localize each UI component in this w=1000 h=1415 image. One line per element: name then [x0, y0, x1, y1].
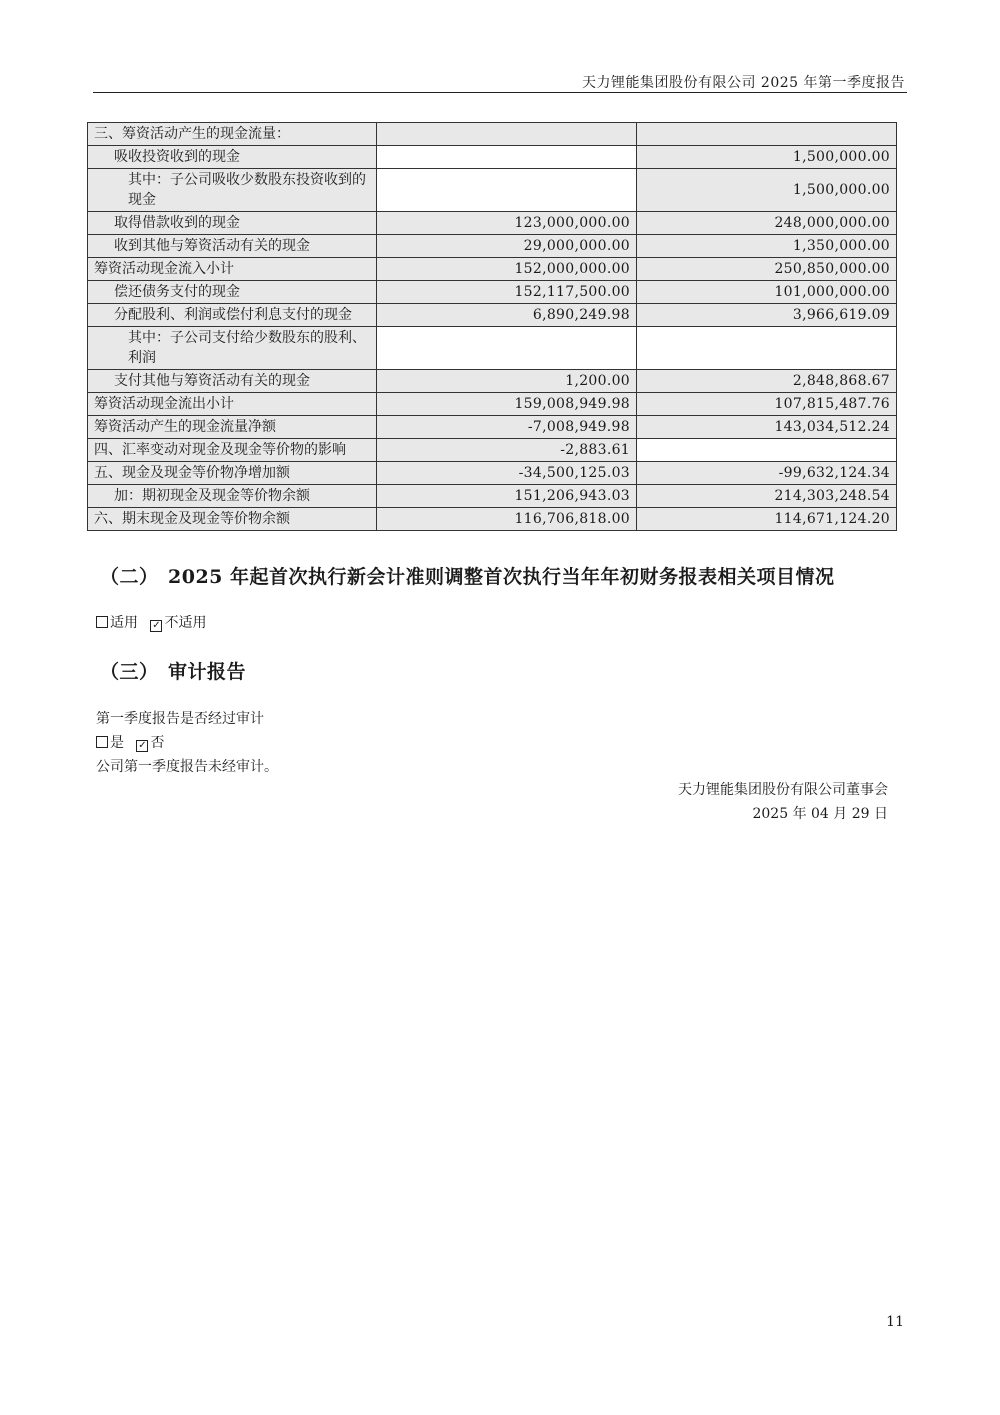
row-label: 筹资活动产生的现金流量净额 [88, 416, 377, 439]
table-row [88, 123, 897, 146]
prior-period-value [636, 439, 896, 462]
row-label: 分配股利、利润或偿付利息支付的现金 [88, 304, 377, 327]
audit-options [96, 732, 164, 752]
current-period-value: 116,706,818.00 [376, 508, 636, 531]
row-label: 支付其他与筹资活动有关的现金 [88, 370, 377, 393]
current-period-value: 29,000,000.00 [376, 235, 636, 258]
prior-period-value: 107,815,487.76 [636, 393, 896, 416]
prior-period-value: 114,671,124.20 [636, 508, 896, 531]
table-row [88, 462, 897, 485]
row-label: 筹资活动现金流出小计 [88, 393, 377, 416]
table-row [88, 485, 897, 508]
current-period-value: 123,000,000.00 [376, 212, 636, 235]
checkbox-applicable[interactable] [96, 616, 108, 628]
current-period-value [376, 327, 636, 370]
table-row [88, 258, 897, 281]
prior-period-value: 2,848,868.67 [636, 370, 896, 393]
row-label: 四、汇率变动对现金及现金等价物的影响 [88, 439, 377, 462]
table-row [88, 393, 897, 416]
row-label: 收到其他与筹资活动有关的现金 [88, 235, 377, 258]
prior-period-value: 250,850,000.00 [636, 258, 896, 281]
current-period-value [376, 123, 636, 146]
row-label: 其中：子公司支付给少数股东的股利、利润 [88, 327, 377, 370]
current-period-value: -7,008,949.98 [376, 416, 636, 439]
signature-date: 2025 年 04 月 29 日 [752, 806, 888, 822]
audit-question: 第一季度报告是否经过审计 [96, 711, 264, 727]
row-label: 五、现金及现金等价物净增加额 [88, 462, 377, 485]
section-2-options [96, 612, 206, 632]
page-number: 11 [886, 1314, 904, 1330]
table-row [88, 281, 897, 304]
current-period-value: 151,206,943.03 [376, 485, 636, 508]
row-label: 三、筹资活动产生的现金流量： [88, 123, 377, 146]
row-label: 吸收投资收到的现金 [88, 146, 377, 169]
prior-period-value: 1,500,000.00 [636, 146, 896, 169]
audit-statement: 公司第一季度报告未经审计。 [96, 759, 278, 775]
row-label: 取得借款收到的现金 [88, 212, 377, 235]
row-label: 其中：子公司吸收少数股东投资收到的现金 [88, 169, 377, 212]
table-row [88, 327, 897, 370]
current-period-value: 152,117,500.00 [376, 281, 636, 304]
checkbox-audited-no[interactable] [136, 740, 148, 752]
section-2-number: （二） [100, 566, 159, 588]
label-yes: 是 [110, 735, 124, 751]
row-label: 筹资活动现金流入小计 [88, 258, 377, 281]
table-row [88, 508, 897, 531]
table-row [88, 146, 897, 169]
label-no: 否 [150, 735, 165, 751]
check-icon: ✓ [152, 620, 161, 631]
checkbox-not-applicable[interactable] [150, 620, 162, 632]
section-2-title: 2025 年起首次执行新会计准则调整首次执行当年年初财务报表相关项目情况 [168, 566, 835, 588]
row-label: 六、期末现金及现金等价物余额 [88, 508, 377, 531]
prior-period-value: 248,000,000.00 [636, 212, 896, 235]
table-row [88, 370, 897, 393]
prior-period-value: 101,000,000.00 [636, 281, 896, 304]
current-period-value: -34,500,125.03 [376, 462, 636, 485]
prior-period-value: -99,632,124.34 [636, 462, 896, 485]
current-period-value [376, 169, 636, 212]
header-divider [93, 92, 907, 93]
section-2-heading [100, 562, 835, 589]
current-period-value: 1,200.00 [376, 370, 636, 393]
current-period-value [376, 146, 636, 169]
current-period-value: 159,008,949.98 [376, 393, 636, 416]
prior-period-value: 214,303,248.54 [636, 485, 896, 508]
table-row [88, 169, 897, 212]
prior-period-value: 1,500,000.00 [636, 169, 896, 212]
prior-period-value [636, 123, 896, 146]
current-period-value: -2,883.61 [376, 439, 636, 462]
section-3-number: （三） [100, 661, 159, 683]
table-row [88, 235, 897, 258]
label-not-applicable: 不适用 [164, 615, 207, 631]
label-applicable: 适用 [110, 615, 138, 631]
signature-board: 天力锂能集团股份有限公司董事会 [678, 782, 888, 798]
table-row [88, 416, 897, 439]
prior-period-value: 3,966,619.09 [636, 304, 896, 327]
row-label: 偿还债务支付的现金 [88, 281, 377, 304]
prior-period-value: 1,350,000.00 [636, 235, 896, 258]
current-period-value: 6,890,249.98 [376, 304, 636, 327]
table-row [88, 212, 897, 235]
row-label: 加：期初现金及现金等价物余额 [88, 485, 377, 508]
check-icon: ✓ [138, 740, 147, 751]
table-row [88, 439, 897, 462]
prior-period-value [636, 327, 896, 370]
current-period-value: 152,000,000.00 [376, 258, 636, 281]
section-3-title: 审计报告 [168, 661, 247, 683]
prior-period-value: 143,034,512.24 [636, 416, 896, 439]
table-row [88, 304, 897, 327]
cash-flow-table [87, 122, 897, 531]
report-header-title: 天力锂能集团股份有限公司 2025 年第一季度报告 [581, 75, 905, 91]
checkbox-audited-yes[interactable] [96, 736, 108, 748]
section-3-heading [100, 657, 246, 684]
